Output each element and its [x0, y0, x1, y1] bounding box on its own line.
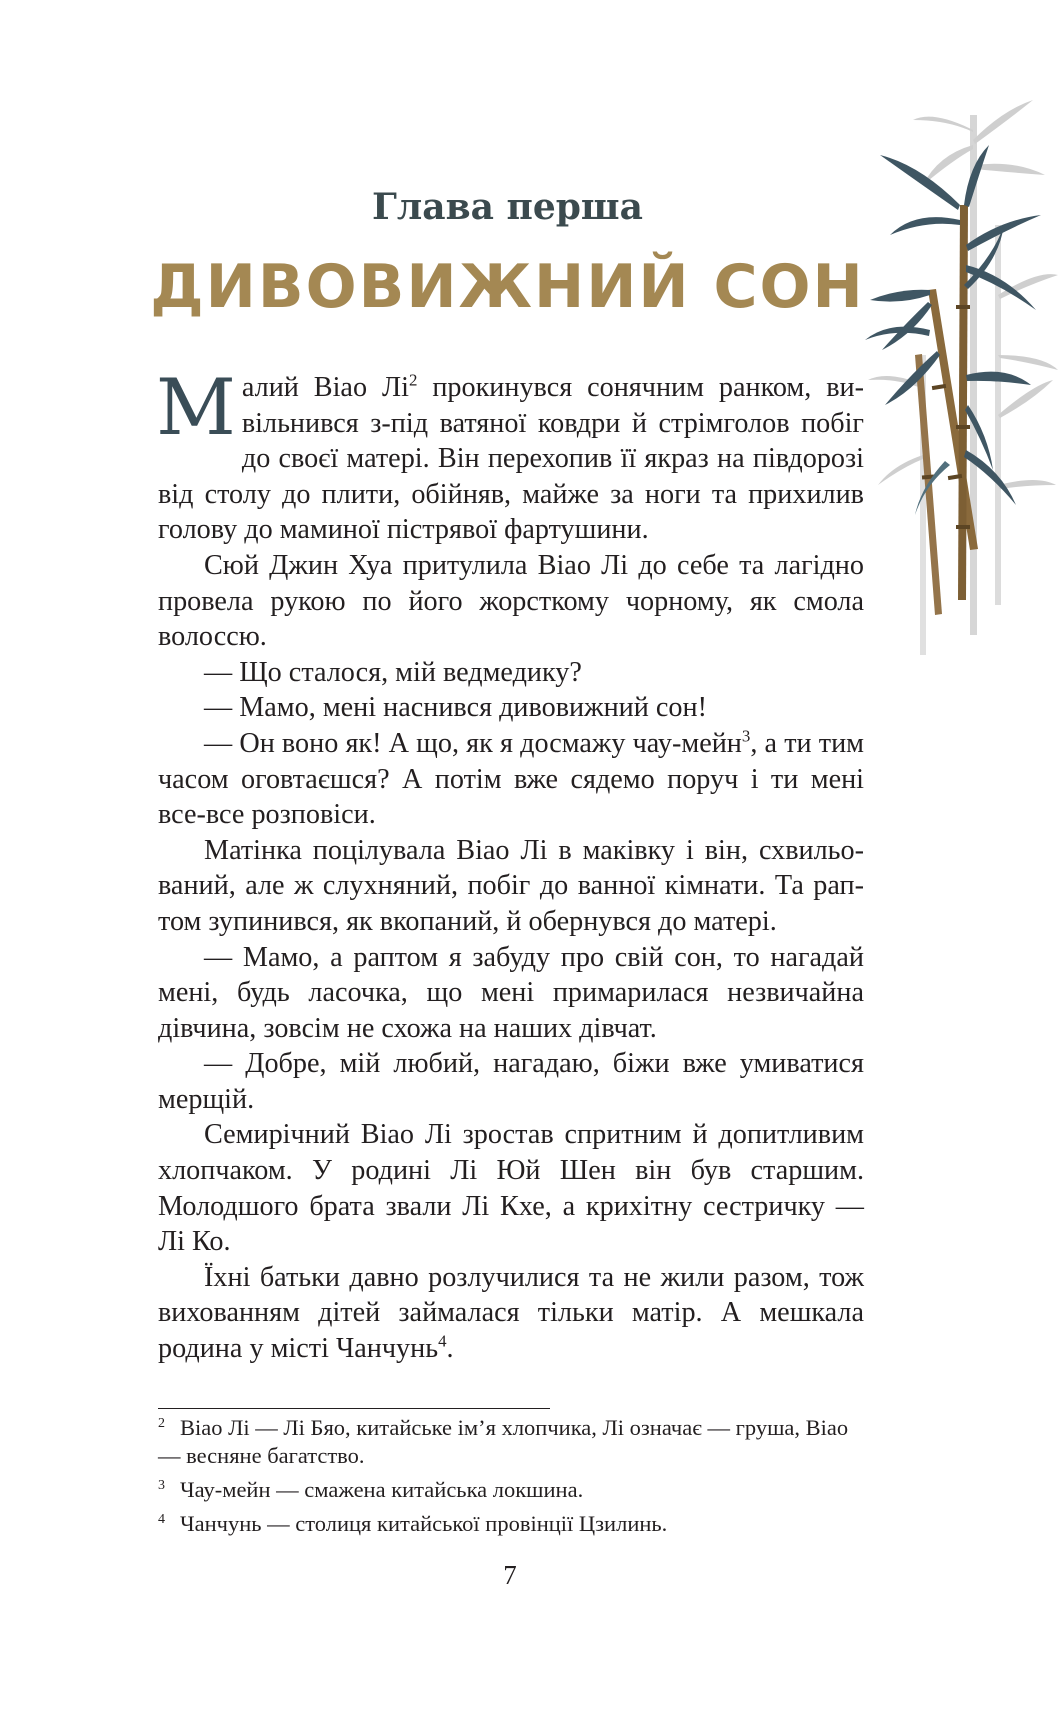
paragraph-10: Їхні батьки давно розлучилися та не жили разом, тож вихованням дітей займалася тільки матір. А мешкала родина у місті Чанчунь$^4$. — [158, 1261, 864, 1365]
bamboo-leaves — [865, 145, 1041, 515]
chapter-title: ДИВОВИЖНИЙ СОН — [150, 252, 865, 322]
paragraph-2: Сюй Джин Хуа притулила Віао Лі до себе та лагідно провела рукою по його жорсткому чорному, як смола волоссю. — [158, 549, 864, 653]
paragraph-8: — Добре, мій любий, нагадаю, біжи вже умиватися мерщій. — [158, 1048, 864, 1115]
paragraph-4: — Мамо, мені наснився дивовижний сон! — [204, 692, 707, 724]
footnotes — [158, 1414, 864, 1544]
page-number: 7 — [503, 1560, 517, 1590]
footnote-divider — [158, 1408, 550, 1409]
paragraph-9: Семирічний Віао Лі зростав спритним й допитливим хлопчаком. У родині Лі Юй Шен він був старшим. Молодшого брата звали Лі Кхе, а крихітну сестричку — Лі Ко. — [158, 1119, 864, 1258]
footnote-2: 2 Віао Лі — Лі Бяо, китайське ім’я хлопчика, Лі означає — груша, Віао — весняне багатство. — [158, 1415, 849, 1468]
paragraph-5: — Он воно як! А що, як я досмажу чау-мейн$^3$, а ти тим часом оговтаєшся? А потім вже сядемо поруч і ти мені все-все розповіси. — [158, 726, 864, 831]
paragraph-6: Матінка поцілувала Віао Лі в маківку і він, схвильований, але ж слухняний, побіг до ванної кімнати. Та раптом зупинився, як вкопаний, й обернувся до матері. — [158, 834, 864, 937]
body-text — [156, 363, 864, 1367]
paragraph-1: Малий Віао $Лі^2$ прокинувся сонячним ранком, вивільнився з-під ватяної ковдри й стрімголов побіг до своєї матері. Він перехопив її якраз на півдорозі від столу до плити, обійняв, майже за ноги та прихилив голову до маминої пістрявої фартушини. — [156, 363, 864, 546]
bamboo-illustration — [860, 55, 1060, 675]
footnote-4: 4 Чанчунь — столиця китайської провінції Цзилинь. — [158, 1511, 668, 1536]
paragraph-3: — Що сталося, мій ведмедику? — [204, 656, 582, 688]
drop-cap: М — [156, 363, 236, 453]
footnote-ref-4[interactable]: 4 — [438, 1331, 447, 1351]
chapter-label: Глава перша — [372, 186, 643, 228]
footnote-3: 3 Чау-мейн — смажена китайська локшина. — [158, 1477, 584, 1502]
footnote-ref-2[interactable]: 2 — [408, 370, 418, 390]
footnote-ref-3[interactable]: 3 — [741, 726, 751, 746]
paragraph-7: — Мамо, а раптом я забуду про свій сон, то нагадай мені, будь ласочка, що мені примарилася незвичайна дівчина, зовсім не схожа на наших дівчат. — [158, 941, 864, 1044]
